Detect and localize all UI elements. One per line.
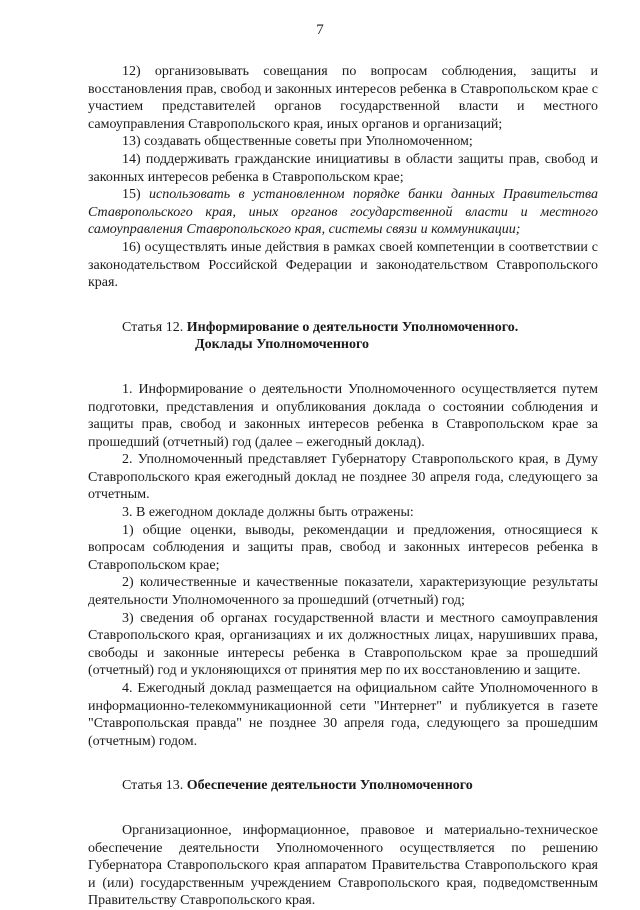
page-number: 7 [316, 22, 324, 38]
article-12-subitem-1: 1) общие оценки, выводы, рекомендации и предложения, относящиеся к вопросам соблюдения и защиты прав, свобод и законных интересов ребенка в Ставропольском крае; [88, 522, 598, 573]
article-13-paragraph-1: Организационное, информационное, правовое и материально-техническое обеспечение деятельности Уполномоченного осуществляется по решению Губернатора Ставропольского края аппаратом Правительства Ставропольского края и (или) государственным учреждением Ставропольского края, подведомственным Правительству Ставропольского края. [88, 822, 598, 909]
article-13-heading [88, 777, 598, 795]
list-item-12: 12) организовывать совещания по вопросам соблюдения, защиты и восстановления прав, свобод и законных интересов ребенка в Ставропольском крае с участием представителей органов государственной власти и местного самоуправления Ставропольского края, иных органов и организаций; [88, 64, 598, 132]
article-13-label: Статья 13. [122, 778, 187, 794]
article-12-subitem-3: 3) сведения об органах государственной власти и местного самоуправления Ставропольского края, организациях и их должностных лицах, нарушивших права, свободы и законные интересы ребенка в Ставропольском крае за прошедший (отчетный) год и уклоняющихся от принятия мер по их восстановлению и защите. [88, 610, 598, 679]
article-12-title-line2: Доклады Уполномоченного [195, 337, 369, 353]
article-12-paragraph-1: 1. Информирование о деятельности Уполномоченного осуществляется путем подготовки, представления и опубликования доклада о состоянии соблюдения и защиты прав, свобод и законных интересов ребенка в Ставропольском крае за прошедший (отчетный) год (далее – ежегодный доклад). [88, 381, 598, 450]
article-12-heading [88, 319, 598, 337]
article-12-subitem-2: 2) количественные и качественные показатели, характеризующие результаты деятельности Уполномоченного за прошедший (отчетный) год; [88, 575, 598, 609]
list-item-15-number: 15) [122, 187, 150, 203]
list-item-15 [88, 186, 598, 239]
list-item-15-text: использовать в установленном порядке банки данных Правительства Ставропольского края, иных органов государственной власти и местного самоуправления Ставропольского края, системы связи и коммуникации; [88, 187, 598, 238]
article-12-label: Статья 12. [122, 319, 187, 335]
article-12-paragraph-4: 4. Ежегодный доклад размещается на официальном сайте Уполномоченного в информационно-телекоммуникационной сети "Интернет" и публикуется в газете "Ставропольская правда" не позднее 30 апреля года, следующего за прошедшим (отчетным) годом. [88, 681, 598, 749]
article-12-paragraph-3: 3. В ежегодном докладе должны быть отражены: [122, 505, 414, 521]
article-12-paragraph-2: 2. Уполномоченный представляет Губернатору Ставропольского края, в Думу Ставропольского края ежегодный доклад не позднее 30 апреля года, следующего за отчетным. [88, 452, 598, 503]
list-item-14: 14) поддерживать гражданские инициативы в области защиты прав, свобод и законных интересов ребенка в Ставропольском крае; [88, 151, 598, 185]
document-body [88, 63, 598, 910]
article-13-title: Обеспечение деятельности Уполномоченного [186, 778, 473, 794]
list-item-13: 13) создавать общественные советы при Уполномоченном; [122, 134, 473, 150]
article-12-title-line1: Информирование о деятельности Уполномоченного. [186, 319, 519, 335]
list-item-16: 16) осуществлять иные действия в рамках своей компетенции в соответствии с законодательством Российской Федерации и законодательством Ставропольского края. [88, 239, 598, 291]
